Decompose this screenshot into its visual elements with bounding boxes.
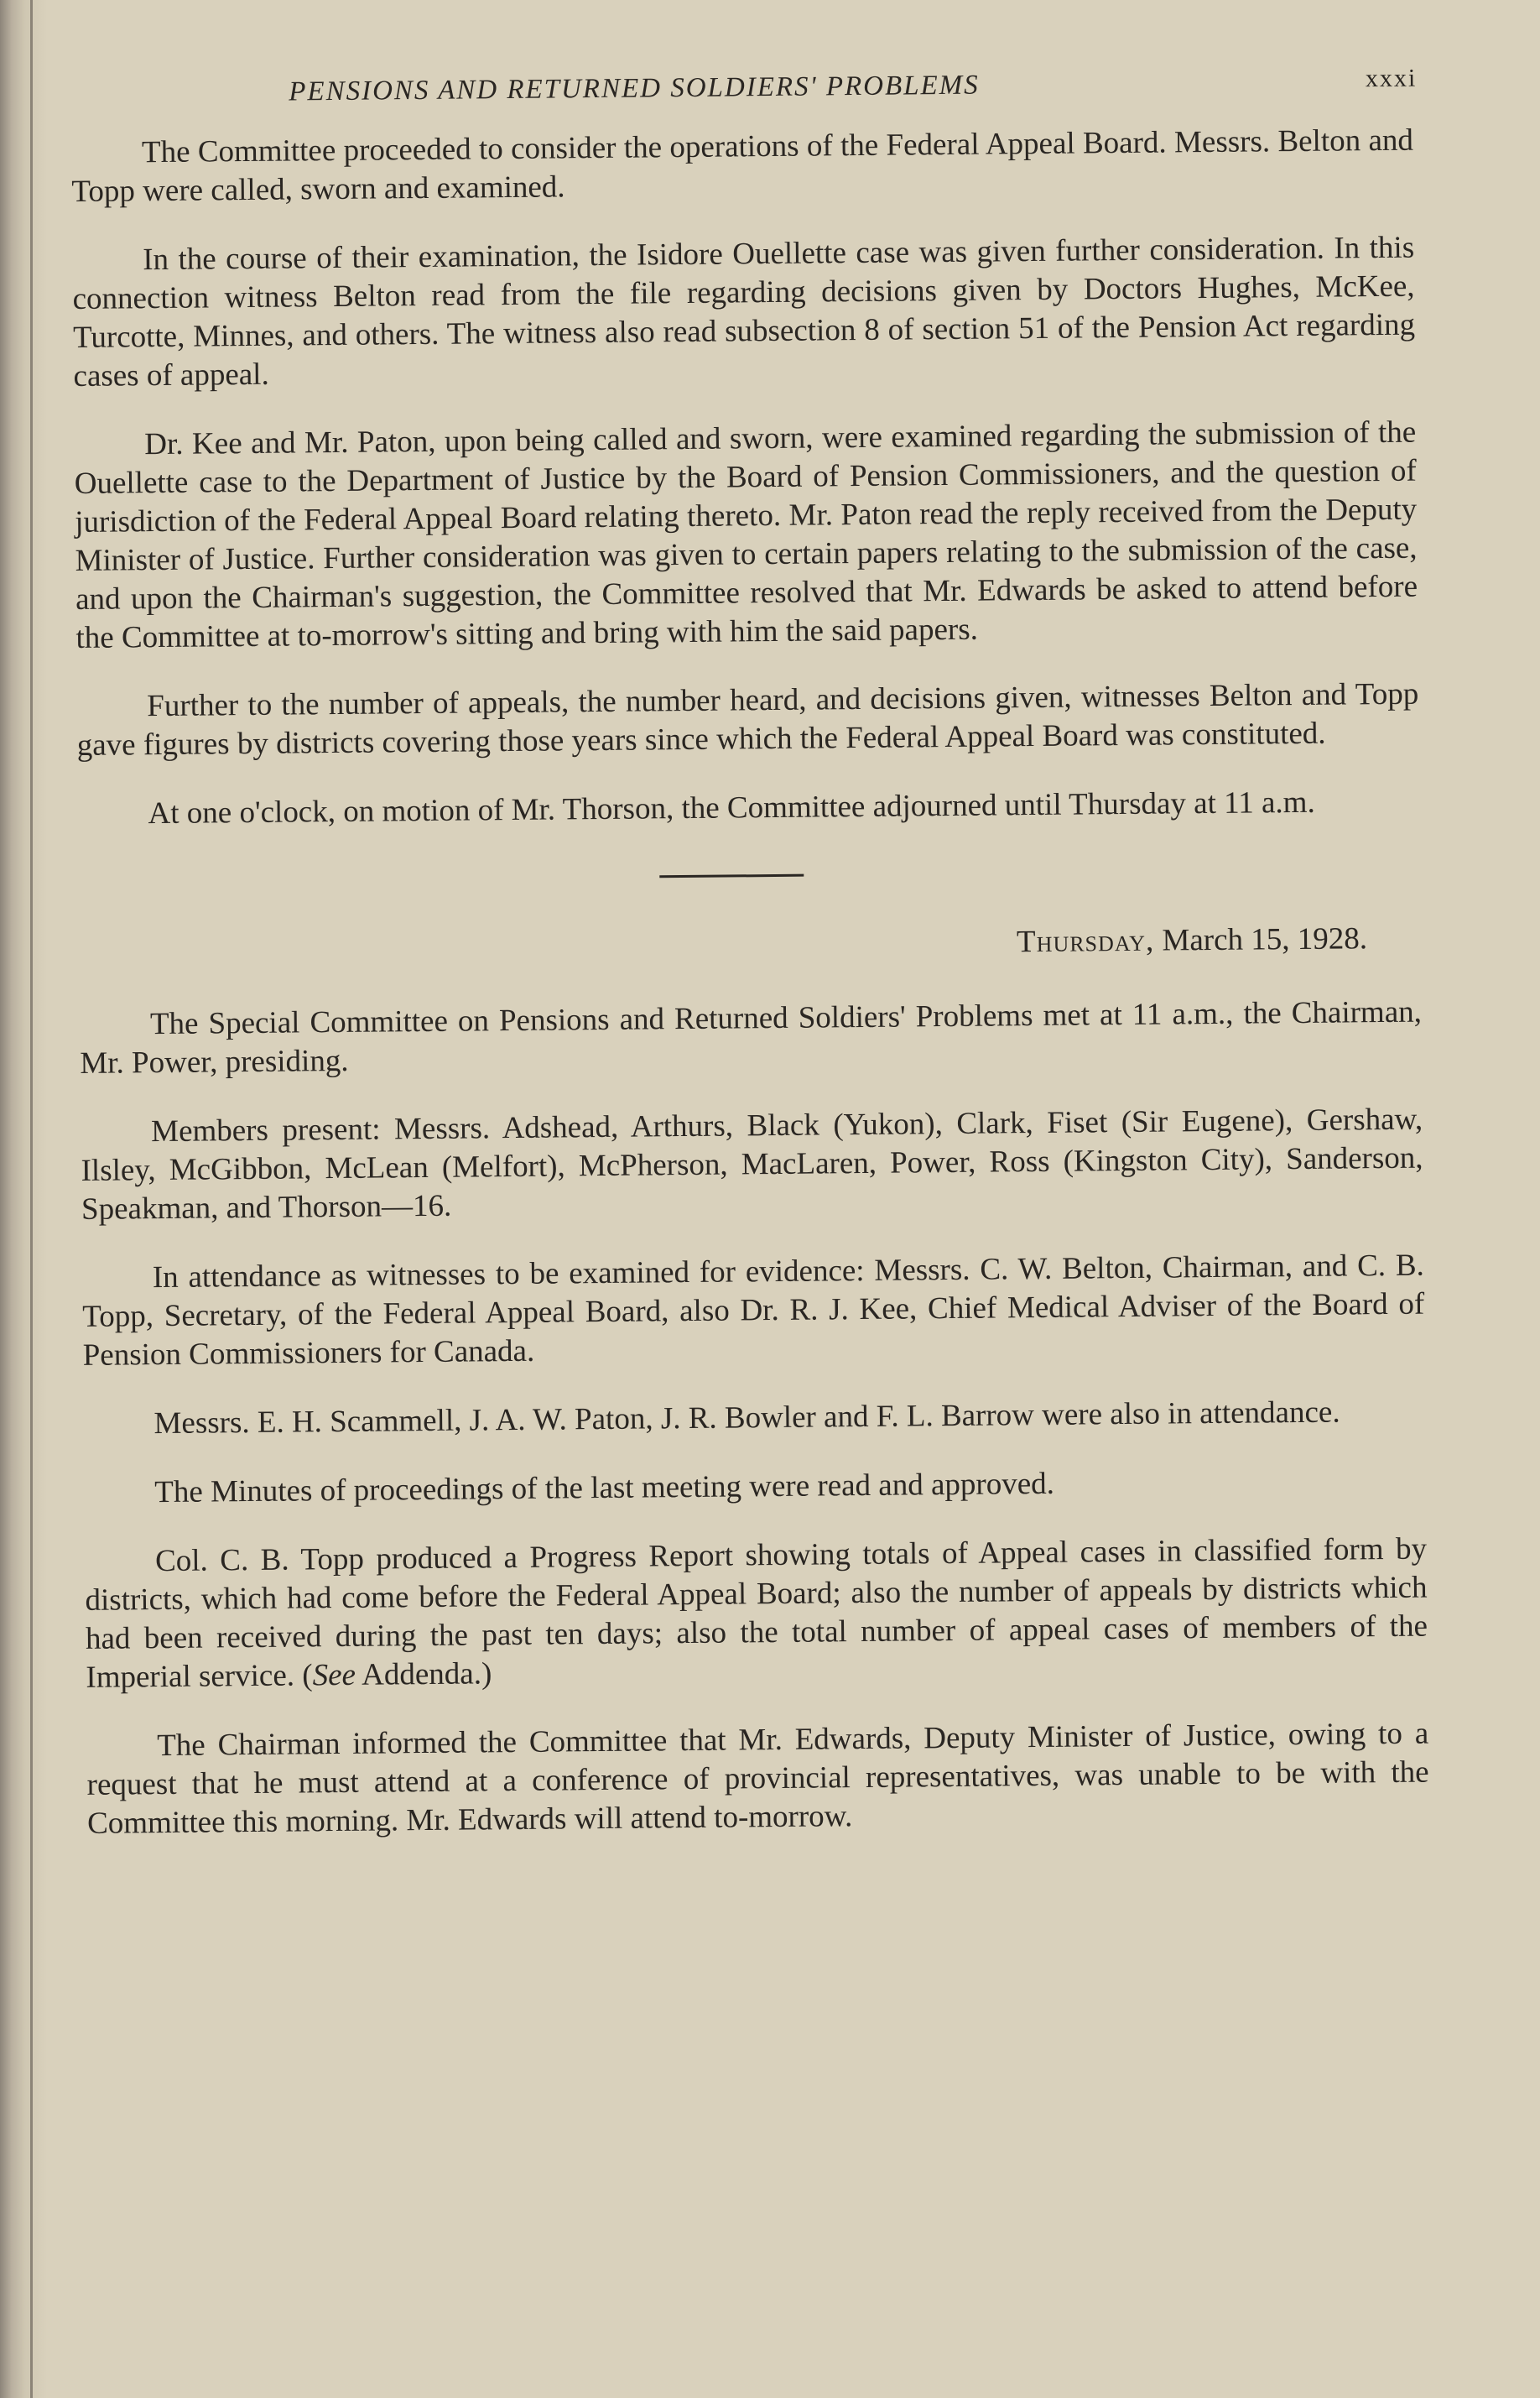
paragraph-progress-report [85, 1530, 1428, 1697]
paragraph-committee-proceeded: The Committee proceeded to consider the operations of the Federal Appeal Board. Messrs. Belton and Topp were called, sworn and examined. [71, 123, 1414, 209]
paragraph-kee-paton: Dr. Kee and Mr. Paton, upon being called and sworn, were examined regarding the submission of the Ouellette case to the Department of Justice by the Board of Pension Commissioners, and the question of jurisdiction of the Federal Appeal Board relating thereto. Mr. Paton read the reply received from the Deputy Minister of Justice. Further consideration was given to certain papers relating to the submission of the case, and upon the Chairman's suggestion, the Committee resolved that Mr. Edwards be asked to attend before the Committee at to-morrow's sitting and bring with him the said papers. [74, 414, 1418, 655]
date-text: March 15, 1928. [1154, 921, 1368, 958]
paragraph-also-attending: Messrs. E. H. Scammell, J. A. W. Paton, J. R. Bowler and F. L. Barrow were also in attendance. [153, 1394, 1340, 1441]
paragraph-appeal-figures: Further to the number of appeals, the number heard, and decisions given, witnesses Belton and Topp gave figures by districts covering those years since which the Federal Appeal Board was constituted. [76, 676, 1419, 763]
binding-shadow [0, 0, 47, 2398]
section-divider-rule [659, 874, 804, 878]
date-weekday: Thursday, [1016, 923, 1155, 960]
running-head-title: PENSIONS AND RETURNED SOLDIERS' PROBLEMS [289, 70, 980, 107]
paragraph-minutes-approved: The Minutes of proceedings of the last meeting were read and approved. [154, 1466, 1055, 1510]
binding-line [30, 0, 33, 2398]
paragraph-adjournment: At one o'clock, on motion of Mr. Thorson, the Committee adjourned until Thursday at 11 a.m. [148, 785, 1315, 831]
date-heading [79, 920, 1421, 971]
document-page [70, 55, 1430, 1874]
running-head [70, 55, 1418, 134]
paragraph-edwards-absence: The Chairman informed the Committee that Mr. Edwards, Deputy Minister of Justice, owing to a request that he must attend at a conference of provincial representatives, was unable to be with the Committee this morning. Mr. Edwards will attend to-morrow. [86, 1716, 1429, 1841]
paragraph-committee-met: The Special Committee on Pensions and Returned Soldiers' Problems met at 11 a.m., the Chairman, Mr. Power, presiding. [80, 994, 1423, 1081]
paragraph-witnesses: In attendance as witnesses to be examined for evidence: Messrs. C. W. Belton, Chairman, and C. B. Topp, Secretary, of the Federal Appeal Board, also Dr. R. J. Kee, Chief Medical Adviser of the Board of Pension Commissioners for Canada. [82, 1248, 1425, 1373]
see-reference: See [312, 1657, 356, 1693]
progress-report-text: Col. C. B. Topp produced a Progress Report showing totals of Appeal cases in classified form by districts, which had come before the Federal Appeal Board; also the number of appeals by districts which had been received during the past ten days; also the total number of appeal cases of members of the Imperial service. ( [85, 1531, 1428, 1695]
paragraph-members-present: Members present: Messrs. Adshead, Arthurs, Black (Yukon), Clark, Fiset (Sir Eugene), Gershaw, Ilsley, McGibbon, McLean (Melfort), McPherson, MacLaren, Power, Ross (Kingston City), Sanderson, Speakman, and Thorson—16. [81, 1102, 1423, 1227]
paragraph-ouellette-case: In the course of their examination, the Isidore Ouellette case was given further consideration. In this connection witness Belton read from the file regarding decisions given by Doctors Hughes, McKee, Turcotte, Minnes, and others. The witness also read subsection 8 of section 51 of the Pension Act regarding cases of appeal. [72, 230, 1416, 394]
page-number: xxxi [1365, 64, 1418, 93]
addenda-reference: Addenda.) [355, 1656, 492, 1692]
